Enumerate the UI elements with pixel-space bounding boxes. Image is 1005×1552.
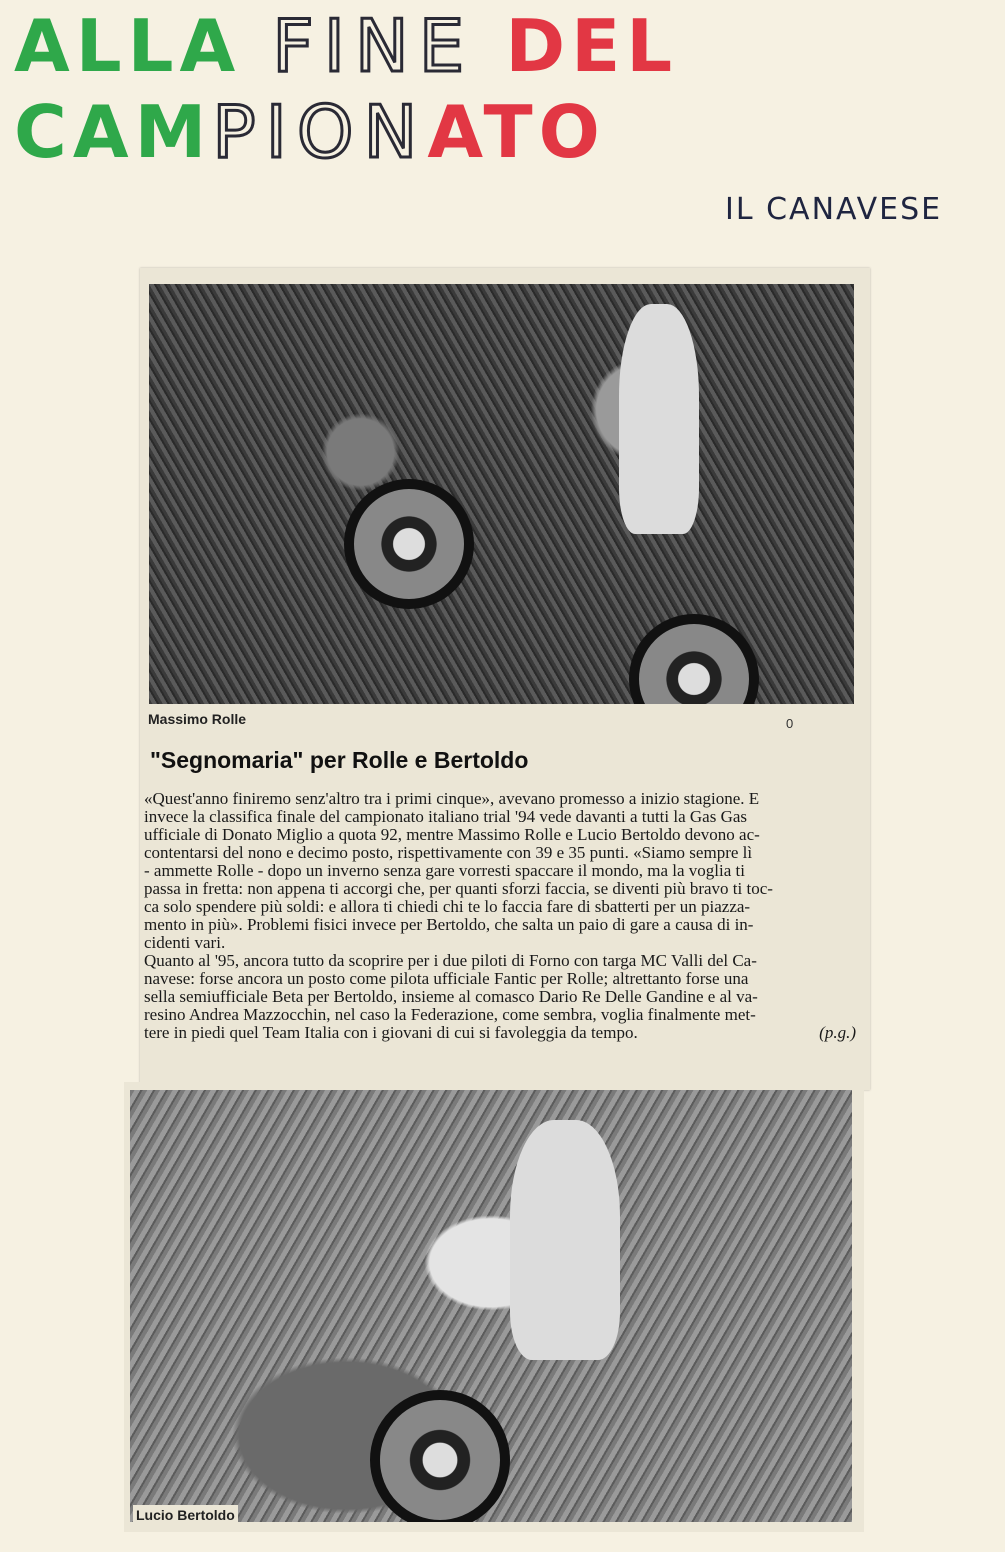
heading-word: PION xyxy=(212,90,428,174)
photo-caption: Lucio Bertoldo xyxy=(133,1505,238,1525)
heading-word: FINE xyxy=(272,4,475,88)
heading-line-2 xyxy=(14,90,606,174)
heading-word: DEL xyxy=(505,4,679,88)
motorbike-wheel xyxy=(370,1390,510,1522)
heading-word: CAM xyxy=(14,90,213,174)
article-line: passa in fretta: non appena ti accorgi che, per quanti sforzi faccia, se diventi più bravo ti toc- xyxy=(144,879,773,898)
article-line: ca solo spendere più soldi: e allora ti chiedi chi te lo faccia fare di sbatterti per un piazza- xyxy=(144,897,751,916)
article-line: invece la classifica finale del campionato italiano trial '94 vede davanti a tutti la Gas Gas xyxy=(144,807,748,826)
author-signature: (p.g.) xyxy=(819,1023,856,1042)
rider-figure xyxy=(619,304,699,534)
photo-caption: Massimo Rolle xyxy=(148,711,247,727)
article-line: contentarsi del nono e decimo posto, rispettivamente con 39 e 35 punti. «Siamo sempre lì xyxy=(144,843,753,862)
article-line: navese: forse ancora un posto come pilota ufficiale Fantic per Rolle; altrettanto forse una xyxy=(144,969,749,988)
motorbike-wheel xyxy=(629,614,759,704)
page-marker: 0 xyxy=(786,716,794,731)
article-line: mento in più». Problemi fisici invece per Bertoldo, che salta un paio di gare a causa di in- xyxy=(144,915,754,934)
heading-line-1 xyxy=(14,4,679,88)
article-body xyxy=(144,790,864,1042)
article-line: resino Andrea Mazzocchin, nel caso la Federazione, come sembra, voglia finalmente met- xyxy=(144,1005,756,1024)
heading-word: ALLA xyxy=(14,4,242,88)
heading-word: ATO xyxy=(427,90,606,174)
article-headline: "Segnomaria" per Rolle e Bertoldo xyxy=(150,747,529,773)
article-line: sella semiufficiale Beta per Bertoldo, insieme al comasco Dario Re Delle Gandine e al va- xyxy=(144,987,758,1006)
article-line: - ammette Rolle - dopo un inverno senza gare vorresti spaccare il mondo, ma la voglia ti xyxy=(144,861,745,880)
source-note: IL CANAVESE xyxy=(725,192,943,227)
article-line xyxy=(144,1024,864,1042)
article-line-text: tere in piedi quel Team Italia con i giovani di cui si favoleggia da tempo. xyxy=(144,1023,638,1042)
article-line: cidenti vari. xyxy=(144,933,226,952)
rider-photo-bertoldo xyxy=(130,1090,852,1522)
article-line: «Quest'anno finiremo senz'altro tra i primi cinque», avevano promesso a inizio stagione. E xyxy=(144,789,760,808)
rider-photo-rolle xyxy=(149,284,854,704)
rider-figure xyxy=(510,1120,620,1360)
article-line: ufficiale di Donato Miglio a quota 92, mentre Massimo Rolle e Lucio Bertoldo devono ac- xyxy=(144,825,760,844)
motorbike-wheel xyxy=(344,479,474,609)
article-line: Quanto al '95, ancora tutto da scoprire per i due piloti di Forno con targa MC Valli del Ca- xyxy=(144,951,757,970)
